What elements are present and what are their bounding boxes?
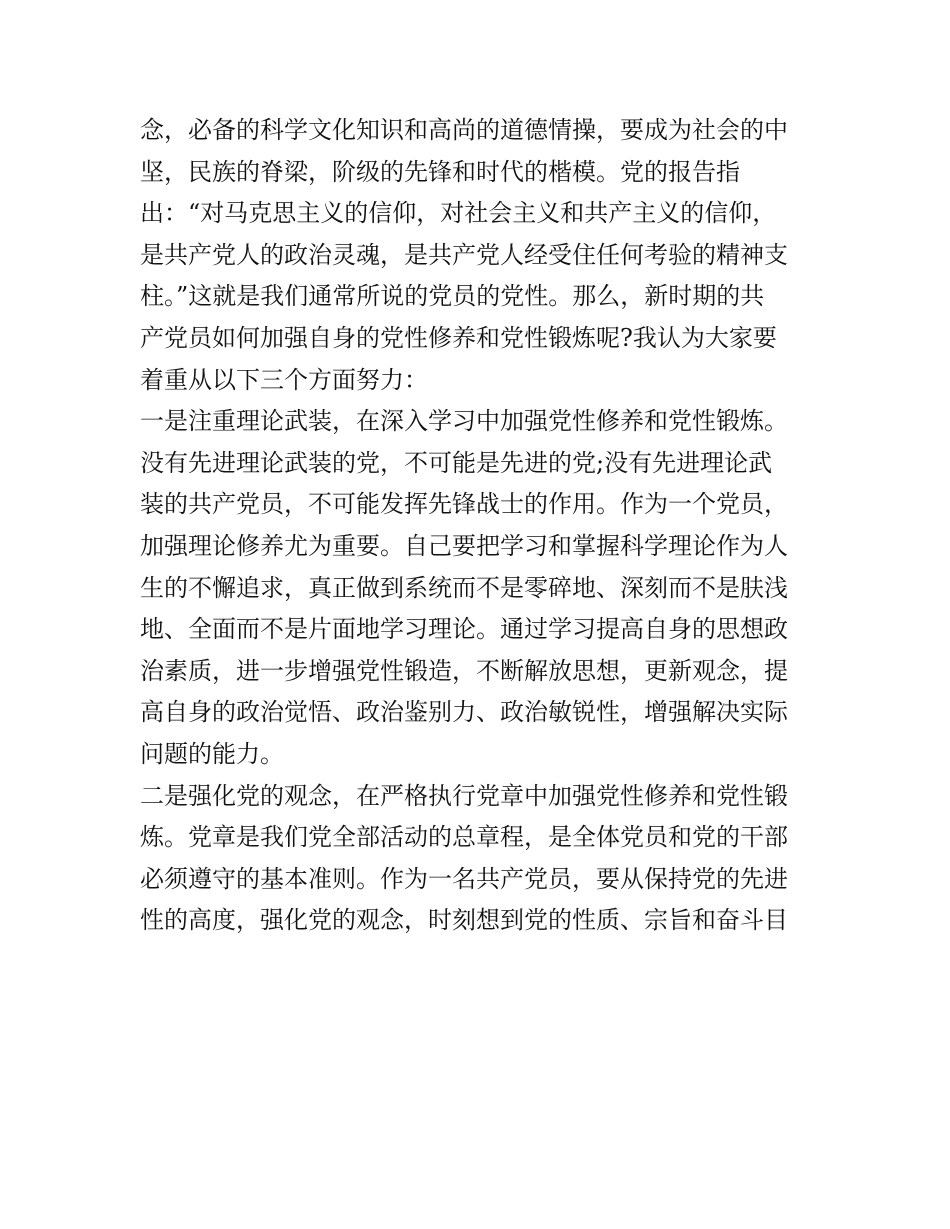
text-line: 高自身的政治觉悟、政治鉴别力、政治敏锐性，增强解决实际 xyxy=(140,698,788,727)
text-line: 二是强化党的观念，在严格执行党章中加强党性修养和党性锻 xyxy=(140,781,788,810)
text-line: 着重从以下三个方面努力： xyxy=(140,365,428,394)
text-line: 性的高度，强化党的观念，时刻想到党的性质、宗旨和奋斗目 xyxy=(140,906,788,935)
text-line: 必须遵守的基本准则。作为一名共产党员，要从保持党的先进 xyxy=(140,864,788,893)
text-line: 柱。”这就是我们通常所说的党员的党性。那么，新时期的共 xyxy=(140,282,765,311)
body-text xyxy=(140,110,820,942)
text-line: 问题的能力。 xyxy=(140,739,284,768)
text-line: 治素质，进一步增强党性锻造，不断解放思想，更新观念，提 xyxy=(140,656,788,685)
text-line: 装的共产党员，不可能发挥先锋战士的作用。作为一个党员， xyxy=(140,490,788,519)
text-line: 炼。党章是我们党全部活动的总章程，是全体党员和党的干部 xyxy=(140,823,788,852)
text-line: 出：“对马克思主义的信仰，对社会主义和共产主义的信仰， xyxy=(140,199,777,228)
text-line: 是共产党人的政治灵魂，是共产党人经受住任何考验的精神支 xyxy=(140,240,788,269)
text-line: 地、全面而不是片面地学习理论。通过学习提高自身的思想政 xyxy=(140,615,788,644)
text-line: 生的不懈追求，真正做到系统而不是零碎地、深刻而不是肤浅 xyxy=(140,573,788,602)
text-line: 没有先进理论武装的党，不可能是先进的党;没有先进理论武 xyxy=(140,448,773,477)
text-line: 加强理论修养尤为重要。自己要把学习和掌握科学理论作为人 xyxy=(140,531,788,560)
text-line: 念，必备的科学文化知识和高尚的道德情操，要成为社会的中 xyxy=(140,116,788,144)
text-line: 一是注重理论武装，在深入学习中加强党性修养和党性锻炼。 xyxy=(140,407,788,436)
text-line: 产党员如何加强自身的党性修养和党性锻炼呢?我认为大家要 xyxy=(140,323,777,352)
text-line: 坚，民族的脊梁，阶级的先锋和时代的楷模。党的报告指 xyxy=(140,157,740,186)
